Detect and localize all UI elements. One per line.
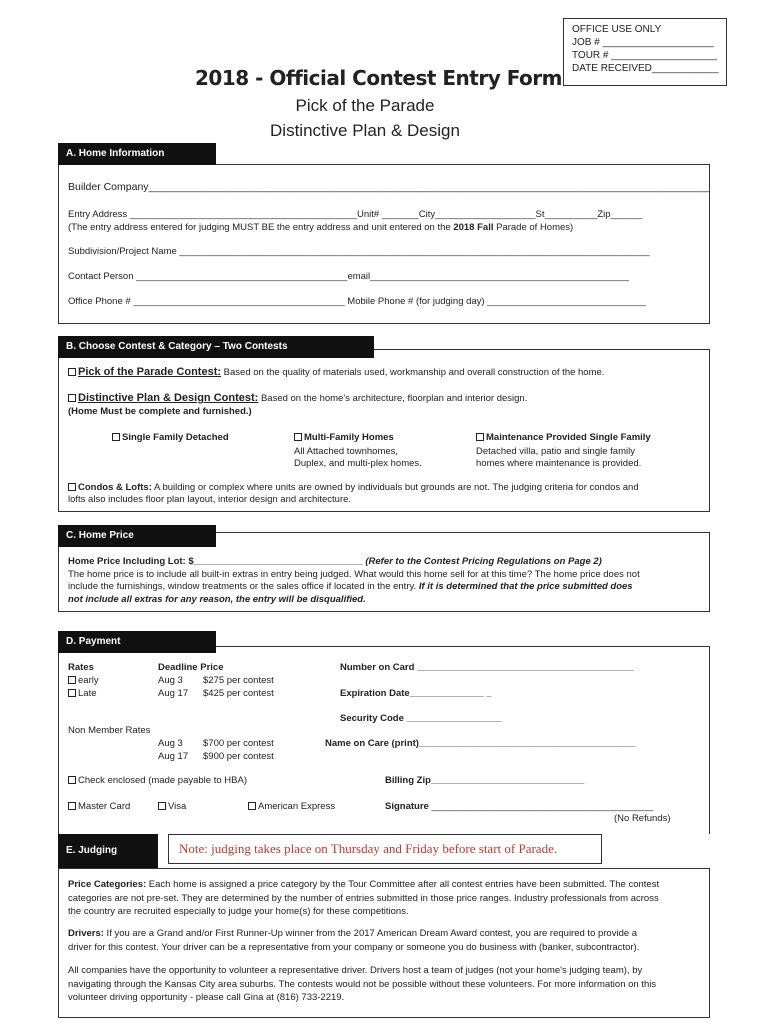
price-categories-paragraph: Price Categories: Each home is assigned a price category by the Tour Committee after all contest entries have been submitted. The contest categories are not pre-set. They are determined by the number of entries submitted in those price ranges. Industry professionals from across the country are recruited especially to judge your home(s) for these competitions. <box>68 879 660 917</box>
form-subtitle-1: Pick of the Parade <box>295 96 435 115</box>
maintenance-desc-1: Detached villa, patio and single family <box>476 446 635 457</box>
subdivision-field[interactable]: Subdivision/Project Name _________________________________________________________________________________________ <box>68 246 650 257</box>
nonmember-late-date: Aug 17 <box>158 751 189 762</box>
checkbox-icon[interactable] <box>294 433 302 441</box>
home-price-field[interactable]: Home Price Including Lot: $________________________________ (Refer to the Contest Pricing Regulations on Page 2) <box>68 556 602 567</box>
security-code-field[interactable]: Security Code __________________ <box>340 713 502 724</box>
judging-note-box: Note: judging takes place on Thursday and Friday before start of Parade. <box>168 834 602 864</box>
office-use-box <box>563 18 727 86</box>
section-d-tab: D. Payment <box>58 631 216 653</box>
checkbox-icon[interactable] <box>68 776 76 784</box>
distinctive-plan-note: (Home Must be complete and furnished.) <box>68 406 252 417</box>
nonmember-early-date: Aug 3 <box>158 738 183 749</box>
checkbox-icon[interactable] <box>68 802 76 810</box>
expiration-field[interactable]: Expiration Date______________ _ <box>340 688 492 699</box>
maintenance-desc-2: homes where maintenance is provided. <box>476 458 642 469</box>
checkbox-icon[interactable] <box>112 433 120 441</box>
checkbox-icon[interactable] <box>68 394 76 402</box>
checkbox-icon[interactable] <box>248 802 256 810</box>
late-price: $425 per contest <box>203 688 274 699</box>
multi-family-desc-1: All Attached townhomes, <box>294 446 399 457</box>
early-option[interactable]: early <box>68 674 99 687</box>
check-enclosed-option[interactable]: Check enclosed (made payable to HBA) <box>68 774 247 787</box>
checkbox-icon[interactable] <box>68 676 76 684</box>
section-c-tab: C. Home Price <box>58 525 216 547</box>
form-subtitle-2: Distinctive Plan & Design <box>270 121 460 140</box>
nonmember-early-price: $700 per contest <box>203 738 274 749</box>
checkbox-icon[interactable] <box>476 433 484 441</box>
section-a-tab: A. Home Information <box>58 143 216 165</box>
billing-zip-field[interactable]: Billing Zip_____________________________ <box>385 775 585 786</box>
pick-of-parade-option[interactable]: Pick of the Parade Contest: Based on the quality of materials used, workmanship and overall construction of the home. <box>68 366 604 379</box>
deadline-heading: Deadline Price <box>158 662 224 673</box>
distinctive-plan-option[interactable]: Distinctive Plan & Design Contest: Based on the home's architecture, floorplan and interior design. <box>68 392 527 405</box>
checkbox-icon[interactable] <box>158 802 166 810</box>
date-received-field[interactable]: DATE RECEIVED____________ <box>572 63 719 74</box>
rates-heading: Rates <box>68 662 94 673</box>
single-family-option[interactable]: Single Family Detached <box>112 431 229 444</box>
section-b-tab: B. Choose Contest & Category – Two Contests <box>58 336 374 358</box>
mastercard-option[interactable]: Master Card <box>68 800 130 813</box>
early-date: Aug 3 <box>158 675 183 686</box>
visa-option[interactable]: Visa <box>158 800 186 813</box>
multi-family-option[interactable]: Multi-Family Homes <box>294 431 394 444</box>
section-e-tab: E. Judging <box>58 834 158 868</box>
name-on-card-field[interactable]: Name on Care (print)_________________________________________ <box>325 738 636 749</box>
price-note-1: The home price is to include all built-in extras in entry being judged. What would this home sell for at this time? The home price does not <box>68 569 640 580</box>
maintenance-option[interactable]: Maintenance Provided Single Family <box>476 431 651 444</box>
checkbox-icon[interactable] <box>68 689 76 697</box>
phone-field[interactable]: Office Phone # ________________________________________ Mobile Phone # (for judging day) ______________________________ <box>68 296 646 307</box>
volunteer-paragraph: All companies have the opportunity to volunteer a representative driver. Drivers host a team of judges (not your home's judging team), by navigating through the Kansas City area suburbs. The contests would not be possible without these volunteers. For more information on this volunteer driving opportunity - please call Gina at (816) 733-2219. <box>68 965 657 1003</box>
condos-desc-2: lofts also includes floor plan layout, interior design and architecture. <box>68 494 352 505</box>
nonmember-heading: Non Member Rates <box>68 725 151 736</box>
entry-address-note: (The entry address entered for judging MUST BE the entry address and unit entered on the 2018 Fall Parade of Homes) <box>68 222 574 233</box>
multi-family-desc-2: Duplex, and multi-plex homes. <box>294 458 422 469</box>
late-date: Aug 17 <box>158 688 189 699</box>
drivers-paragraph: Drivers: If you are a Grand and/or First Runner-Up winner from the 2017 American Dream Award contest, you are required to provide a driver for this contest. Your driver can be a representative from your company or someone you do business with (banker, subcontractor). <box>68 928 640 953</box>
form-title: 2018 - Official Contest Entry Form <box>195 66 563 90</box>
early-price: $275 per contest <box>203 675 274 686</box>
nonmember-late-price: $900 per contest <box>203 751 274 762</box>
builder-company-field[interactable]: Builder Company________________________________________________________________________________________________ <box>68 181 710 193</box>
price-note-2: include the furnishings, window treatments or the sales office if located in the entry. If it is determined that the price submitted does <box>68 581 633 592</box>
entry-address-field[interactable]: Entry Address ___________________________________________Unit# _______City___________________St__________Zip______ <box>68 209 643 220</box>
price-note-3: not include all extras for any reason, the entry will be disqualified. <box>68 594 366 605</box>
contact-email-field[interactable]: Contact Person ________________________________________email_________________________________________________ <box>68 271 630 282</box>
no-refunds-note: (No Refunds) <box>614 813 671 824</box>
job-field[interactable]: JOB # ____________________ <box>572 37 714 48</box>
checkbox-icon[interactable] <box>68 483 76 491</box>
card-number-field[interactable]: Number on Card _________________________________________ <box>340 662 634 673</box>
tour-field[interactable]: TOUR # ___________________ <box>572 50 717 61</box>
signature-field[interactable]: Signature __________________________________________ <box>385 801 654 812</box>
office-use-title: OFFICE USE ONLY <box>572 24 662 35</box>
amex-option[interactable]: American Express <box>248 800 335 813</box>
condos-option[interactable]: Condos & Lofts: A building or complex where units are owned by individuals but grounds are not. The judging criteria for condos and <box>68 481 639 494</box>
late-option[interactable]: Late <box>68 687 97 700</box>
checkbox-icon[interactable] <box>68 368 76 376</box>
